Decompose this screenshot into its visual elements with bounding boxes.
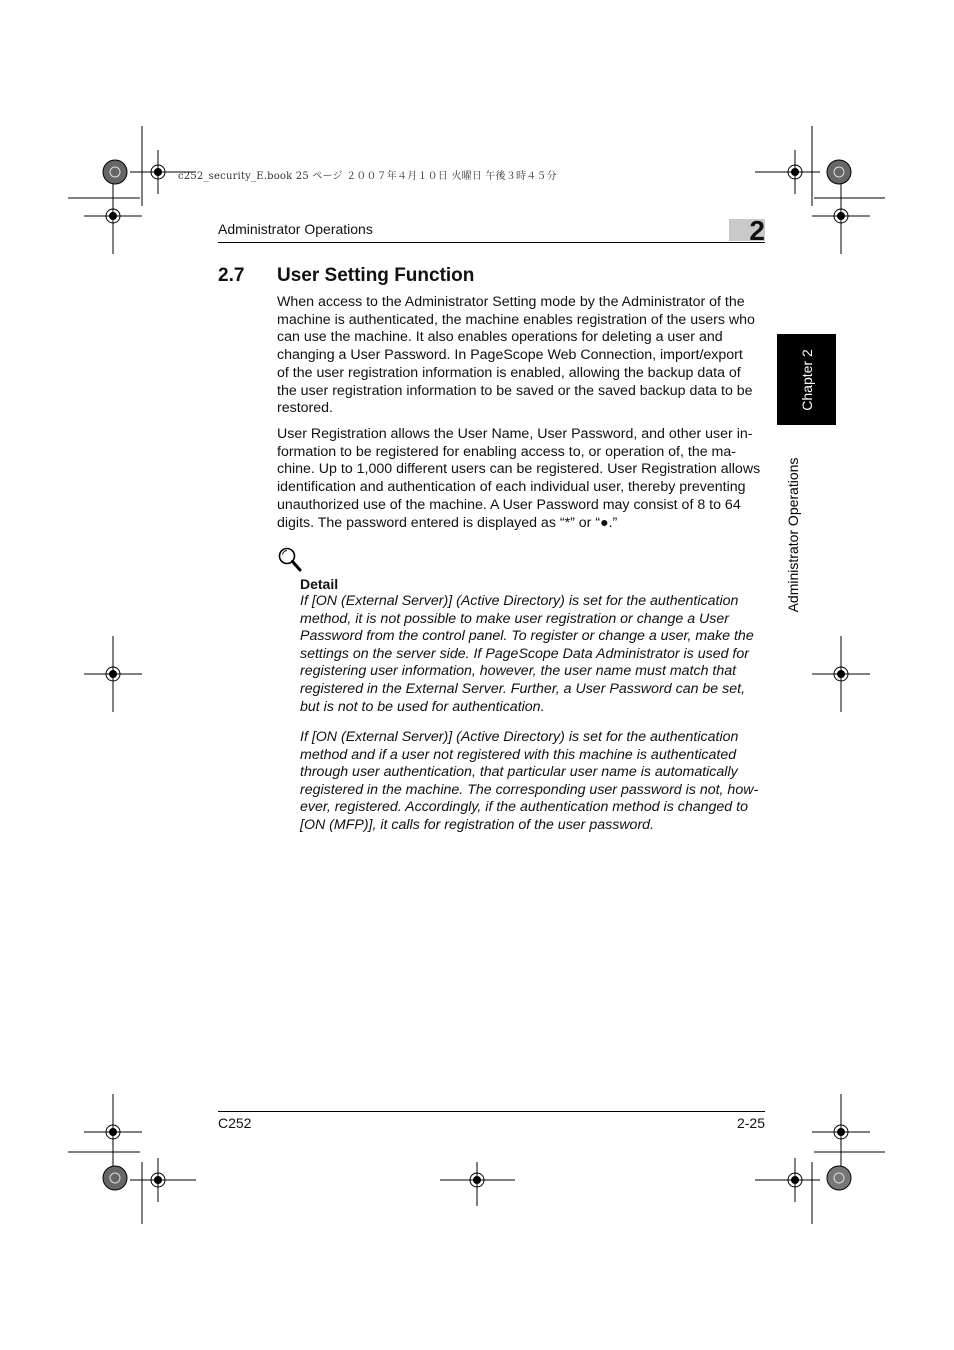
registration-target-icon (84, 1094, 142, 1170)
detail-note: If [ON (External Server)] (Active Directory) is set for the authentication method, it is not possible to make user registration or change a User Password from the control panel. To register or change a user, make the settings on the server side. If PageScope Data Administrator is used for registering user information, however, the user name must match that registered in the External Server. Further, a User Password can be set, but is not to be used for authentication. (300, 593, 754, 715)
registration-target-icon (755, 1158, 820, 1202)
starburst-mark-icon (103, 1166, 127, 1190)
registration-target-icon (812, 1094, 870, 1170)
registration-target-icon (812, 176, 870, 254)
body-paragraph: User Registration allows the User Name, User Password, and other user in- formation to be registered for enabling access to, or operation of, the ma- chine. Up to 1,000 different users can be registered. User Registration allows identification and authentication of each individual user, thereby preventing unauthorized use of the machine. A User Password may consist of 8 to 64 digits. The password entered is displayed as “*” or “●.” (277, 426, 761, 531)
chapter-tab-label: Chapter 2 (798, 348, 815, 411)
print-info-line: c252_security_E.book 25 ページ ２００７年４月１０日 火曜日 午後３時４５分 (178, 171, 557, 182)
registration-target-icon (130, 150, 196, 194)
detail-label: Detail (300, 576, 339, 592)
registration-target-icon (84, 636, 142, 712)
starburst-mark-icon (827, 160, 851, 184)
section-title: User Setting Function (277, 265, 475, 286)
starburst-mark-icon (103, 160, 127, 184)
detail-note: If [ON (External Server)] (Active Directory) is set for the authentication method and if a user not registered with this machine is authenticated through user authentication, that particular user name is automatically registered in the machine. The corresponding user password is not, how- ever, registered. Accordingly, if the authentication method is changed to [ON (MFP)], it calls for registration of the user password. (300, 729, 759, 833)
registration-target-icon (84, 176, 142, 254)
section-tab-label: Administrator Operations (785, 457, 801, 613)
footer-model: C252 (218, 1115, 252, 1131)
registration-target-icon (812, 636, 870, 712)
registration-target-icon (440, 1162, 515, 1206)
section-number: 2.7 (218, 265, 245, 286)
running-header: Administrator Operations (218, 221, 373, 237)
registration-target-icon (130, 1158, 196, 1202)
registration-target-icon (755, 150, 820, 194)
starburst-mark-icon (827, 1166, 851, 1190)
body-paragraph: When access to the Administrator Setting mode by the Administrator of the machine is authenticated, the machine enables registration of the users who can use the machine. It also enables operations for deleting a user and changing a User Password. In PageScope Web Connection, import/export of the user registration information is enabled, allowing the backup data of the user registration information to be saved or the saved backup data to be restored. (277, 294, 755, 417)
footer-page-number: 2-25 (736, 1115, 765, 1131)
chapter-number: 2 (749, 215, 765, 246)
